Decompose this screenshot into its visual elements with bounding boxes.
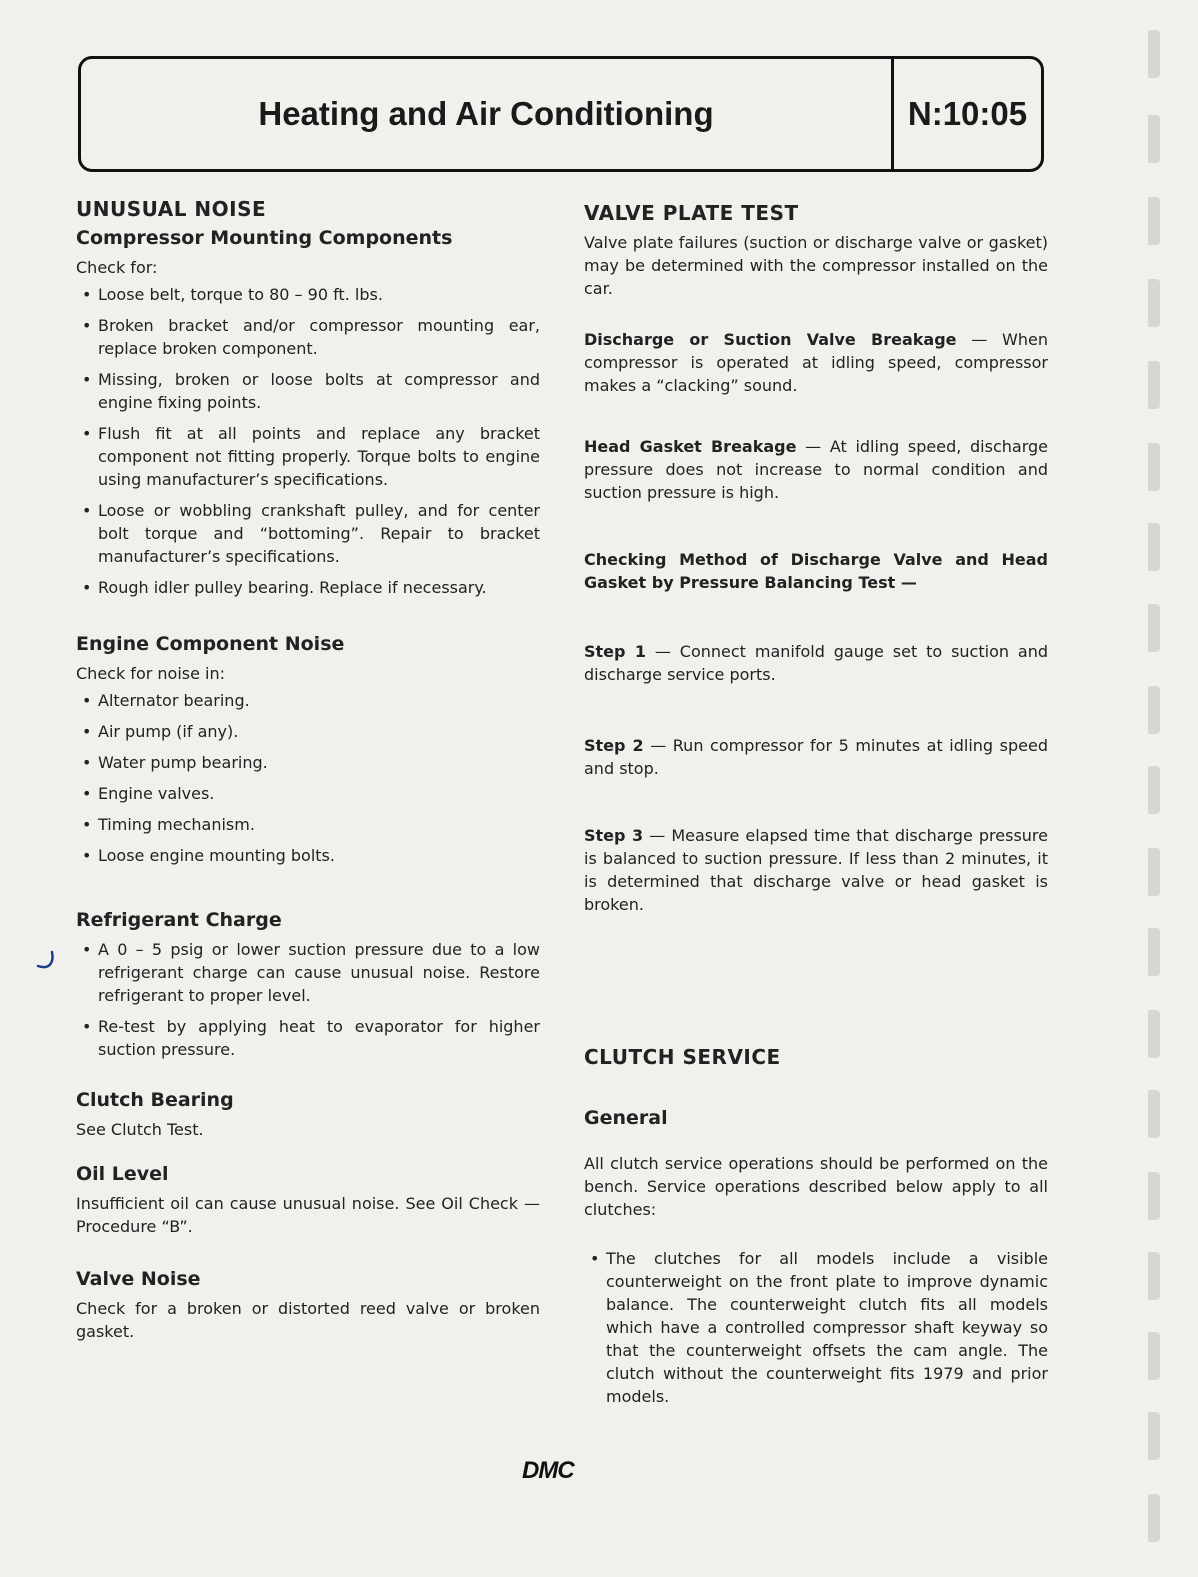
clutch-service-heading: CLUTCH SERVICE [584,1045,781,1069]
general-text: All clutch service operations should be performed on the bench. Service operations described below apply to all clutches: [584,1154,1048,1219]
page-header [78,56,1044,172]
step-2-text: — Run compressor for 5 minutes at idling speed and stop. [584,736,1048,778]
list-item: • Water pump bearing. [76,751,540,774]
index-tab [1148,686,1160,734]
list-item: • Timing mechanism. [76,813,540,836]
index-tab [1148,197,1160,245]
section-code: N:10:05 [907,95,1028,132]
step-1-label: Step 1 [584,642,646,661]
general-heading: General [584,1107,668,1129]
index-tab [1148,1412,1160,1460]
dmc-logo: DMC [522,1457,574,1484]
index-tab [1148,1090,1160,1138]
list-item: • Missing, broken or loose bolts at compressor and engine fixing points. [76,368,540,414]
valve-noise-text: Check for a broken or distorted reed valve or broken gasket. [76,1299,540,1341]
compressor-list [76,283,540,599]
head-gasket-text: — At idling speed, discharge pressure does not increase to normal condition and suction pressure is high. [584,437,1048,502]
right-column [584,202,1048,1416]
clutch-bearing-heading: Clutch Bearing [76,1089,234,1111]
index-tab [1148,848,1160,896]
index-tab [1148,766,1160,814]
discharge-label: Discharge or Suction Valve Breakage [584,330,957,349]
index-tab [1148,361,1160,409]
check-for-label: Check for: [76,258,158,277]
oil-level-text: Insufficient oil can cause unusual noise. See Oil Check — Procedure “B”. [76,1194,540,1236]
valve-plate-text: Valve plate failures (suction or discharge valve or gasket) may be determined with the compressor installed on the car. [584,233,1048,298]
step-1-text: — Connect manifold gauge set to suction and discharge service ports. [584,642,1048,684]
valve-noise-heading: Valve Noise [76,1268,201,1290]
general-list [584,1247,1048,1408]
index-tab [1148,1332,1160,1380]
list-item: • A 0 – 5 psig or lower suction pressure due to a low refrigerant charge can cause unusual noise. Restore refrigerant to proper level. [76,938,540,1007]
oil-level-heading: Oil Level [76,1163,169,1185]
engine-heading: Engine Component Noise [76,633,345,655]
index-tab [1148,523,1160,571]
index-tab [1148,1172,1160,1220]
refrigerant-heading: Refrigerant Charge [76,909,282,931]
list-item: • Loose or wobbling crankshaft pulley, and for center bolt torque and “bottoming”. Repair to bracket manufacturer’s specifications. [76,499,540,568]
index-tab [1148,928,1160,976]
list-item: • Broken bracket and/or compressor mounting ear, replace broken component. [76,314,540,360]
valve-plate-heading: VALVE PLATE TEST [584,201,799,225]
discharge-paragraph [584,328,1048,397]
step-3 [584,824,1048,916]
unusual-noise-heading: UNUSUAL NOISE [76,197,267,221]
head-gasket-label: Head Gasket Breakage [584,437,797,456]
list-item: • Flush fit at all points and replace any bracket component not fitting properly. Torque bolts to engine using manufacturer’s specifications. [76,422,540,491]
index-tab [1148,1252,1160,1300]
index-tab [1148,604,1160,652]
list-item: • The clutches for all models include a visible counterweight on the front plate to improve dynamic balance. The counterweight clutch fits all models which have a controlled compressor shaft keyway so that the counterweight offsets the cam angle. The clutch without the counterweight fits 1979 and prior models. [584,1247,1048,1408]
index-tab [1148,443,1160,491]
index-tab [1148,30,1160,78]
list-item: • Air pump (if any). [76,720,540,743]
index-tab [1148,279,1160,327]
check-noise-label: Check for noise in: [76,664,226,683]
index-tab [1148,1010,1160,1058]
list-item: • Loose engine mounting bolts. [76,844,540,867]
step-2-label: Step 2 [584,736,644,755]
list-item: • Rough idler pulley bearing. Replace if necessary. [76,576,540,599]
head-gasket-paragraph [584,435,1048,504]
step-3-text: — Measure elapsed time that discharge pressure is balanced to suction pressure. If less than 2 minutes, it is determined that discharge valve or head gasket is broken. [584,826,1048,914]
list-item: • Alternator bearing. [76,689,540,712]
clutch-bearing-text: See Clutch Test. [76,1120,204,1139]
list-item: • Engine valves. [76,782,540,805]
left-column [76,198,540,1343]
page-title: Heating and Air Conditioning [258,95,714,132]
list-item: • Loose belt, torque to 80 – 90 ft. lbs. [76,283,540,306]
index-tab [1148,115,1160,163]
compressor-heading: Compressor Mounting Components [76,227,453,249]
pen-mark-icon [36,950,56,974]
discharge-text: — When compressor is operated at idling speed, compressor makes a “clacking” sound. [584,330,1048,395]
step-1 [584,640,1048,686]
refrigerant-list [76,938,540,1061]
index-tabs [1148,0,1168,1577]
index-tab [1148,1494,1160,1542]
step-3-label: Step 3 [584,826,644,845]
list-item: • Re-test by applying heat to evaporator for higher suction pressure. [76,1015,540,1061]
step-2 [584,734,1048,780]
engine-list [76,689,540,867]
checking-method-heading: Checking Method of Discharge Valve and Head Gasket by Pressure Balancing Test — [584,550,1048,592]
